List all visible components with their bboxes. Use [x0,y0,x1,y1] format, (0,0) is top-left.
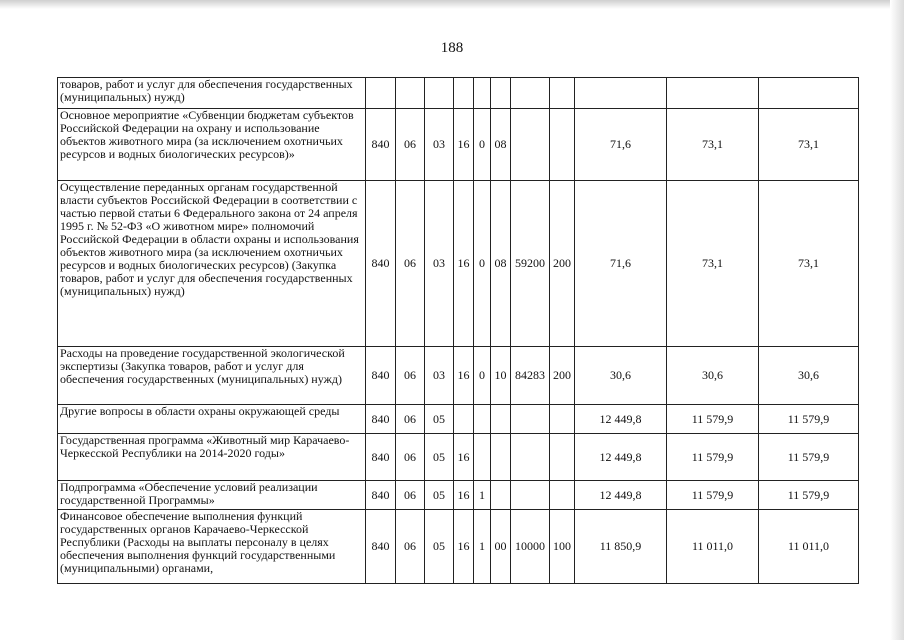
row-name: Другие вопросы в области охраны окружающей среды [58,405,366,434]
scan-edge-top [0,0,904,9]
row-amount-year2: 11 579,9 [667,481,759,510]
row-amount-year1: 12 449,8 [575,405,667,434]
row-section-code: 06 [396,347,425,405]
row-subsection-code: 05 [425,434,454,481]
row-subprogram-code [474,434,491,481]
row-program-code: 16 [454,510,474,584]
row-admin-code: 840 [366,347,396,405]
row-amount-year2: 30,6 [667,347,759,405]
row-program-code: 16 [454,481,474,510]
row-subprogram-code [474,78,491,109]
row-amount-year2: 73,1 [667,181,759,347]
row-admin-code: 840 [366,434,396,481]
row-subprogram-code: 0 [474,181,491,347]
row-admin-code: 840 [366,405,396,434]
row-amount-year3: 30,6 [759,347,859,405]
row-admin-code [366,78,396,109]
row-expense-type-code [550,405,575,434]
row-subprogram-code: 1 [474,510,491,584]
table-row [58,181,859,347]
row-program-code: 16 [454,181,474,347]
row-name: Финансовое обеспечение выполнения функций государственных органов Карачаево-Черкесской Республики (Расходы на выплаты персоналу в целях обеспечения выполнения функций государственными (муниципальными) органами, [58,510,366,584]
row-event-code [491,434,511,481]
row-amount-year3: 11 579,9 [759,481,859,510]
row-section-code: 06 [396,109,425,181]
row-admin-code: 840 [366,510,396,584]
row-direction-code [511,78,550,109]
row-subsection-code: 05 [425,510,454,584]
row-expense-type-code [550,434,575,481]
row-admin-code: 840 [366,181,396,347]
table-row [58,481,859,510]
row-event-code [491,78,511,109]
row-amount-year2: 11 011,0 [667,510,759,584]
row-expense-type-code [550,78,575,109]
row-amount-year1: 11 850,9 [575,510,667,584]
row-name: Подпрограмма «Обеспечение условий реализации государственной Программы» [58,481,366,510]
row-name: Расходы на проведение государственной экологической экспертизы (Закупка товаров, работ и услуг для обеспечения государственных (муниципальных) нужд) [58,347,366,405]
row-event-code: 08 [491,181,511,347]
row-amount-year1: 71,6 [575,181,667,347]
row-amount-year1: 12 449,8 [575,481,667,510]
row-name: Государственная программа «Животный мир Карачаево-Черкесской Республики на 2014-2020 годы» [58,434,366,481]
row-section-code [396,78,425,109]
row-section-code: 06 [396,510,425,584]
row-subsection-code: 05 [425,481,454,510]
row-amount-year2: 73,1 [667,109,759,181]
row-amount-year1: 12 449,8 [575,434,667,481]
row-amount-year3: 11 579,9 [759,434,859,481]
row-section-code: 06 [396,181,425,347]
row-expense-type-code [550,109,575,181]
table-row [58,434,859,481]
row-event-code: 10 [491,347,511,405]
row-amount-year1 [575,78,667,109]
budget-table [57,77,859,584]
row-name: товаров, работ и услуг для обеспечения государственных (муниципальных) нужд) [58,78,366,109]
row-name: Основное мероприятие «Субвенции бюджетам субъектов Российской Федерации на охрану и использование объектов животного мира (за исключением охотничьих ресурсов и водных биологических ресурсов)» [58,109,366,181]
row-program-code [454,78,474,109]
row-expense-type-code: 200 [550,347,575,405]
row-amount-year2: 11 579,9 [667,434,759,481]
row-direction-code: 59200 [511,181,550,347]
row-section-code: 06 [396,405,425,434]
row-event-code: 00 [491,510,511,584]
row-amount-year1: 71,6 [575,109,667,181]
row-subprogram-code: 0 [474,347,491,405]
row-direction-code: 84283 [511,347,550,405]
scan-edge-right [890,0,904,640]
row-amount-year1: 30,6 [575,347,667,405]
row-direction-code [511,434,550,481]
row-direction-code [511,405,550,434]
table-row [58,109,859,181]
row-section-code: 06 [396,434,425,481]
row-subprogram-code: 0 [474,109,491,181]
row-amount-year3: 73,1 [759,109,859,181]
row-subsection-code: 03 [425,181,454,347]
row-expense-type-code: 100 [550,510,575,584]
row-direction-code: 10000 [511,510,550,584]
row-admin-code: 840 [366,109,396,181]
row-subsection-code [425,78,454,109]
row-admin-code: 840 [366,481,396,510]
row-program-code [454,405,474,434]
row-expense-type-code [550,481,575,510]
row-expense-type-code: 200 [550,181,575,347]
table-row [58,510,859,584]
row-program-code: 16 [454,109,474,181]
row-direction-code [511,481,550,510]
row-event-code [491,405,511,434]
row-subsection-code: 03 [425,109,454,181]
row-amount-year3: 11 579,9 [759,405,859,434]
row-program-code: 16 [454,434,474,481]
row-name: Осуществление переданных органам государственной власти субъектов Российской Федерации в соответствии с частью первой статьи 6 Федерального закона от 24 апреля 1995 г. № 52-ФЗ «О животном мире» полномочий Российской Федерации в области охраны и использования объектов животного мира (за исключением охотничьих ресурсов и водных биологических ресурсов) (Закупка товаров, работ и услуг для обеспечения государственных (муниципальных) нужд) [58,181,366,347]
row-amount-year3: 73,1 [759,181,859,347]
row-subsection-code: 03 [425,347,454,405]
budget-table-body [58,78,859,584]
row-subsection-code: 05 [425,405,454,434]
row-event-code: 08 [491,109,511,181]
table-row [58,78,859,109]
row-amount-year2 [667,78,759,109]
page-number: 188 [440,40,464,56]
row-subprogram-code: 1 [474,481,491,510]
row-amount-year2: 11 579,9 [667,405,759,434]
row-direction-code [511,109,550,181]
row-amount-year3 [759,78,859,109]
row-program-code: 16 [454,347,474,405]
row-section-code: 06 [396,481,425,510]
table-row [58,405,859,434]
row-amount-year3: 11 011,0 [759,510,859,584]
table-row [58,347,859,405]
row-event-code [491,481,511,510]
row-subprogram-code [474,405,491,434]
